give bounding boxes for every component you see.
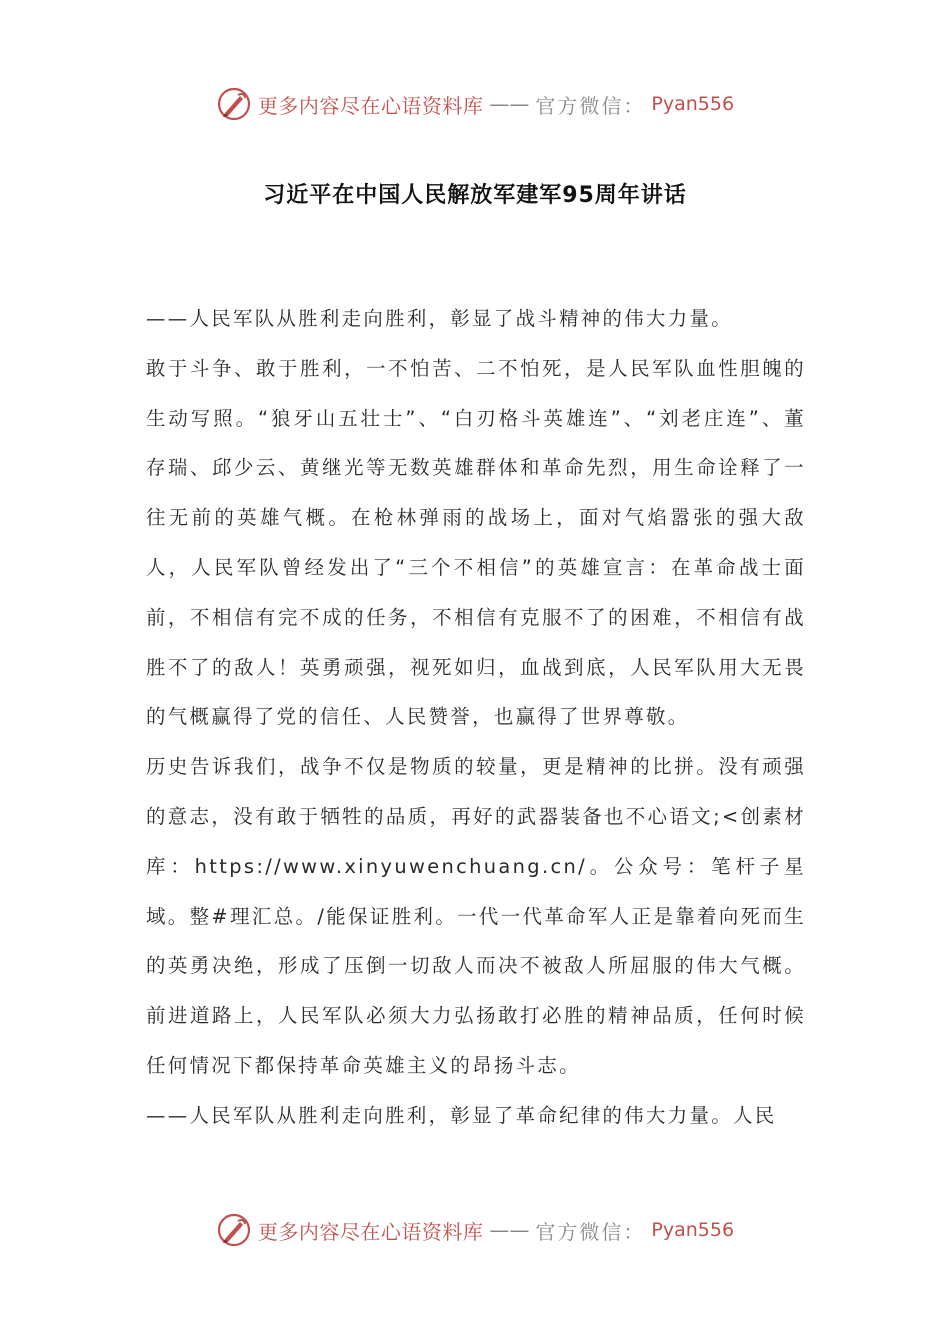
banner-wechat-id: Pyan556 [651,93,735,115]
banner-slogan: 更多内容尽在心语资料库 [257,93,484,118]
document-body [146,294,806,1141]
paragraph-1: ——人民军队从胜利走向胜利，彰显了战斗精神的伟大力量。 [146,307,733,330]
paragraph-2: 敢于斗争、敢于胜利，一不怕苦、二不怕死，是人民军队血性胆魄的生动写照。“狼牙山五壮士”、“白刃格斗英雄连”、“刘老庄连”、董存瑞、邱少云、黄继光等无数英雄群体和革命先烈，用生命诠释了一往无前的英雄气概。在枪林弹雨的战场上，面对气焰嚣张的强大敌人，人民军队曾经发出了“三个不相信”的英雄宣言：在革命战士面前，不相信有完不成的任务，不相信有克服不了的困难，不相信有战胜不了的敌人！英勇顽强，视死如归，血战到底，人民军队用大无畏的气概赢得了党的信任、人民赞誉，也赢得了世界尊敬。 [146,356,806,729]
paragraph-4: ——人民军队从胜利走向胜利，彰显了革命纪律的伟大力量。人民 [146,1103,777,1127]
banner-dash: —— [489,92,530,116]
pen-logo-icon [216,1212,252,1248]
paragraph-3: 历史告诉我们，战争不仅是物质的较量，更是精神的比拼。没有顽强的意志，没有敢于牺牲的品质，再好的武器装备也不心语文;<创素材库：https://www.xinyuwenchuang.cn/。公众号：笔杆子星域。整#理汇总。/能保证胜利。一代一代革命军人正是靠着向死而生的英勇决绝，形成了压倒一切敌人而决不被敌人所屈服的伟大气概。前进道路上，人民军队必须大力弘扬敢打必胜的精神品质，任何时候任何情况下都保持革命英雄主义的昂扬斗志。 [146,755,806,1077]
banner-wechat-id: Pyan556 [651,1219,735,1241]
banner-slogan: 更多内容尽在心语资料库 [257,1219,484,1244]
footer-banner [0,1208,950,1252]
header-banner [0,82,950,126]
banner-wechat-label: 官方微信： [535,93,646,118]
banner-dash: —— [489,1218,530,1242]
banner-wechat-label: 官方微信： [535,1219,646,1244]
pen-logo-icon [216,86,252,122]
document-title: 习近平在中国人民解放军建军95周年讲话 [263,183,687,208]
